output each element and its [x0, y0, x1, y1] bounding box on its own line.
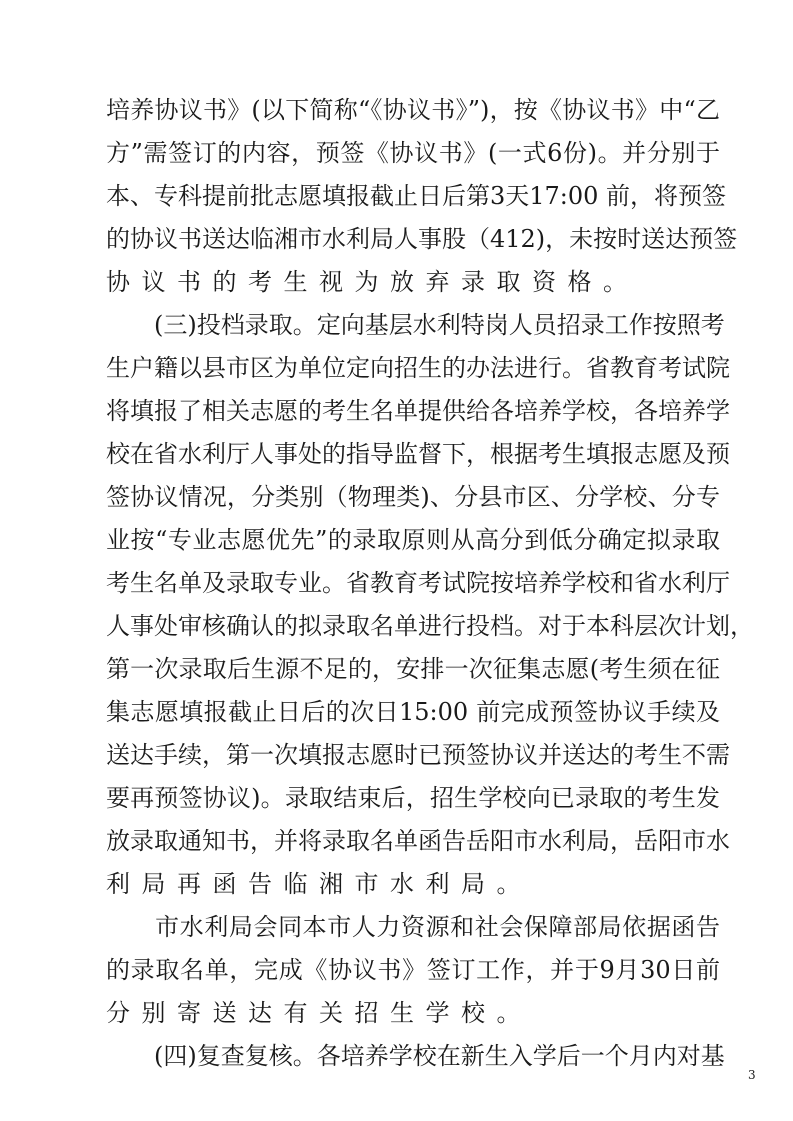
- text-line: (三)投档录取。定向基层水利特岗人员招录工作按照考: [106, 311, 725, 339]
- text-line: (四)复查复核。各培养学校在新生入学后一个月内对基: [106, 1042, 725, 1070]
- text-line: 业按“专业志愿优先”的录取原则从高分到低分确定拟录取: [106, 526, 720, 554]
- text-line: 的协议书送达临湘市水利局人事股（412)，未按时送达预签: [106, 225, 738, 253]
- text-line: 签协议情况，分类别（物理类)、分县市区、分学校、分专: [106, 483, 720, 511]
- text-line: 校在省水利厅人事处的指导监督下，根据考生填报志愿及预: [106, 440, 730, 468]
- text-line: 集志愿填报截止日后的次日15:00 前完成预签协议手续及: [106, 698, 720, 726]
- text-line: 将填报了相关志愿的考生名单提供给各培养学校，各培养学: [106, 397, 730, 425]
- text-line: 生户籍以县市区为单位定向招生的办法进行。省教育考试院: [106, 354, 730, 382]
- page-number: 3: [748, 1068, 756, 1082]
- text-line: 人事处审核确认的拟录取名单进行投档。对于本科层次计划，: [106, 612, 754, 640]
- text-line: 利局再函告临湘市水利局。: [106, 870, 532, 898]
- text-line: 的录取名单，完成《协议书》签订工作，并于9月30日前: [106, 956, 720, 984]
- text-line: 分别寄送达有关招生学校。: [106, 999, 532, 1027]
- text-line: 培养协议书》(以下简称“《协议书》”)，按《协议书》中“乙: [106, 96, 720, 124]
- text-line: 放录取通知书，并将录取名单函告岳阳市水利局，岳阳市水: [106, 827, 730, 855]
- text-line: 本、专科提前批志愿填报截止日后第3天17:00 前，将预签: [106, 182, 727, 210]
- text-line: 送达手续，第一次填报志愿时已预签协议并送达的考生不需: [106, 741, 730, 769]
- text-line: 市水利局会同本市人力资源和社会保障部局依据函告: [106, 913, 720, 941]
- text-line: 要再预签协议)。录取结束后，招生学校向已录取的考生发: [106, 784, 720, 812]
- text-line: 第一次录取后生源不足的，安排一次征集志愿(考生须在征: [106, 655, 720, 683]
- text-line: 方”需签订的内容，预签《协议书》(一式6份)。并分别于: [106, 139, 720, 167]
- text-line: 考生名单及录取专业。省教育考试院按培养学校和省水利厅: [106, 569, 730, 597]
- text-line: 协议书的考生视为放弃录取资格。: [106, 268, 639, 296]
